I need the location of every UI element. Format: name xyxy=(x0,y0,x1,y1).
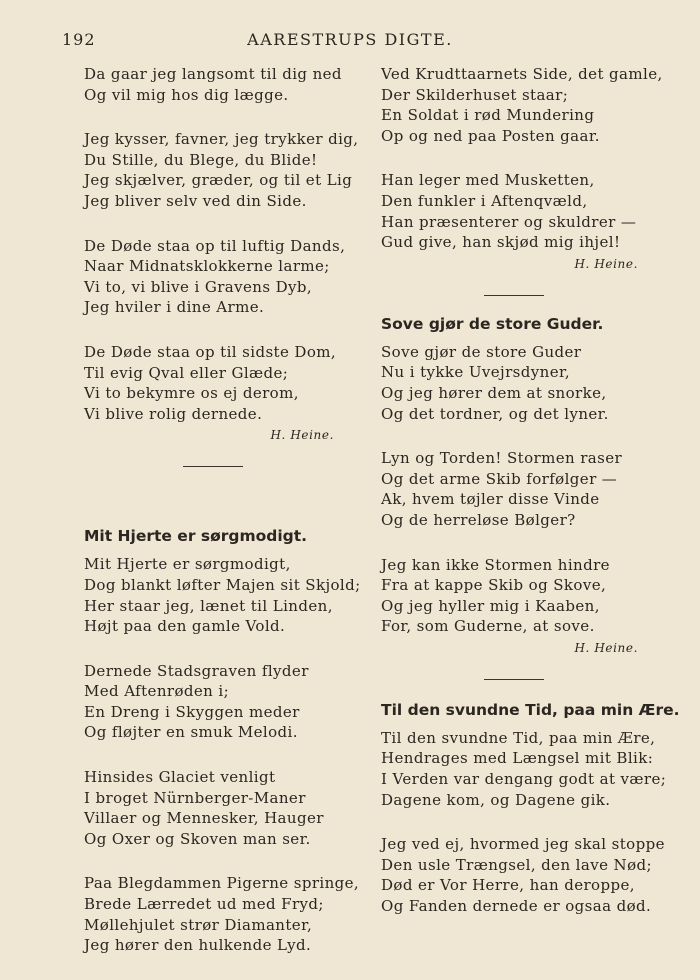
stanza xyxy=(84,873,360,955)
stanza xyxy=(84,661,342,743)
stanza xyxy=(84,129,359,211)
signature: H. Heine. xyxy=(574,640,638,655)
verse-line: Ak, hvem tøjler disse Vinde xyxy=(381,490,600,509)
verse-line: Jeg kan ikke Stormen hindre xyxy=(381,555,610,574)
stanza xyxy=(381,342,646,424)
left-column xyxy=(84,64,361,980)
verse-line: Og de herreløse Bølger? xyxy=(381,510,576,529)
verse-line: I Verden var dengang godt at være; xyxy=(381,770,667,789)
verse-line: Højt paa den gamle Vold. xyxy=(84,617,286,636)
poem-stanzas xyxy=(84,554,361,956)
verse-line: De Døde staa op til sidste Dom, xyxy=(84,342,337,361)
verse-line: Og Fanden dernede er ogsaa død. xyxy=(381,897,652,916)
verse-line: Hendrages med Længsel mit Blik: xyxy=(381,749,654,768)
verse-line: Jeg skjælver, græder, og til et Lig xyxy=(84,171,353,190)
verse-line: Da gaar jeg langsomt til dig ned xyxy=(84,65,342,83)
verse-line: Til den svundne Tid, paa min Ære, xyxy=(381,728,656,747)
verse-line: Til evig Qval eller Glæde; xyxy=(84,363,289,382)
verse-line: Han præsenterer og skuldrer — xyxy=(381,212,637,231)
verse-line: Jeg ved ej, hvormed jeg skal stoppe xyxy=(381,835,665,854)
verse-line: Den funkler i Aftenqvæld, xyxy=(381,191,588,210)
verse-line: Jeg hviler i dine Arme. xyxy=(84,298,265,317)
verse-line: Gud give, han skjød mig ihjel! xyxy=(381,233,621,252)
verse-line: Død er Vor Herre, han deroppe, xyxy=(381,876,635,895)
verse-line: Han leger med Musketten, xyxy=(381,171,595,190)
verse-line: Du Stille, du Blege, du Blide! xyxy=(84,150,318,169)
signature: H. Heine. xyxy=(270,428,334,443)
verse-line: Dagene kom, og Dagene gik. xyxy=(381,790,611,809)
stanza xyxy=(84,64,342,105)
verse-line: Jeg bliver selv ved din Side. xyxy=(84,191,307,210)
verse-line: Sove gjør de store Guder xyxy=(381,342,582,361)
stanza xyxy=(381,834,665,916)
section-divider xyxy=(484,295,544,296)
verse-line: Naar Midnatsklokkerne larme; xyxy=(84,257,330,276)
verse-line: Op og ned paa Posten gaar. xyxy=(381,126,600,145)
verse-line: Dernede Stadsgraven flyder xyxy=(84,661,309,680)
verse-line: Og det arme Skib forfølger — xyxy=(381,469,618,488)
stanza xyxy=(381,448,646,530)
verse-line: En Soldat i rød Mundering xyxy=(381,106,595,125)
stanza xyxy=(381,728,667,810)
signature: H. Heine. xyxy=(574,256,638,271)
section-divider xyxy=(484,679,544,680)
verse-line: Og Oxer og Skoven man ser. xyxy=(84,829,311,848)
verse-line: Vi blive rolig dernede. xyxy=(84,404,263,423)
verse-line: Brede Lærredet ud med Fryd; xyxy=(84,895,324,914)
verse-line: Og vil mig hos dig lægge. xyxy=(84,85,289,104)
verse-line: Vi to, vi blive i Gravens Dyb, xyxy=(84,277,313,296)
page-number: 192 xyxy=(62,30,96,49)
verse-line: Og jeg hører dem at snorke, xyxy=(381,383,607,402)
verse-line: Jeg kysser, favner, jeg trykker dig, xyxy=(84,130,359,149)
stanza xyxy=(381,64,663,146)
poem-stanzas xyxy=(381,64,663,253)
verse-line: Fra at kappe Skib og Skove, xyxy=(381,576,607,595)
verse-line: Villaer og Mennesker, Hauger xyxy=(84,809,324,828)
verse-line: Lyn og Torden! Stormen raser xyxy=(381,449,623,468)
verse-line: Der Skilderhuset staar; xyxy=(381,85,569,104)
stanza xyxy=(381,555,646,637)
verse-line: Dog blankt løfter Majen sit Skjold; xyxy=(84,575,361,594)
verse-line: Jeg hører den hulkende Lyd. xyxy=(84,936,312,955)
right-column xyxy=(381,64,680,941)
verse-line: Møllehjulet strør Diamanter, xyxy=(84,915,313,934)
verse-line: Hinsides Glaciet venligt xyxy=(84,768,276,787)
poem-title: Sove gjør de store Guder. xyxy=(381,314,604,333)
verse-line: De Døde staa op til luftig Dands, xyxy=(84,236,346,255)
verse-line: Paa Blegdammen Pigerne springe, xyxy=(84,874,360,893)
verse-line: Og det tordner, og det lyner. xyxy=(381,404,609,423)
verse-line: Ved Krudttaarnets Side, det gamle, xyxy=(381,65,663,83)
verse-line: Og fløjter en smuk Melodi. xyxy=(84,723,298,742)
verse-line: Nu i tykke Uvejrsdyner, xyxy=(381,363,571,382)
stanza xyxy=(84,767,342,849)
stanza xyxy=(84,554,361,636)
stanza xyxy=(381,170,646,252)
verse-line: Vi to bekymre os ej derom, xyxy=(84,384,299,403)
verse-line: Mit Hjerte er sørgmodigt, xyxy=(84,555,291,574)
poem-stanzas xyxy=(84,64,359,424)
verse-line: Den usle Trængsel, den lave Nød; xyxy=(381,855,652,874)
verse-line: Med Aftenrøden i; xyxy=(84,682,230,701)
poem-stanzas xyxy=(381,728,667,917)
verse-line: For, som Guderne, at sove. xyxy=(381,617,595,636)
running-title: AARESTRUPS DIGTE. xyxy=(247,30,453,49)
verse-line: I broget Nürnberger-Maner xyxy=(84,788,306,807)
stanza xyxy=(84,342,342,424)
poem-title: Mit Hjerte er sørgmodigt. xyxy=(84,527,308,546)
stanza xyxy=(84,236,346,318)
section-divider xyxy=(183,466,243,467)
verse-line: Her staar jeg, lænet til Linden, xyxy=(84,596,333,615)
poem-stanzas xyxy=(381,342,646,637)
page-header xyxy=(0,30,700,54)
verse-line: Og jeg hyller mig i Kaaben, xyxy=(381,596,600,615)
poem-title: Til den svundne Tid, paa min Ære. xyxy=(381,700,680,719)
verse-line: En Dreng i Skyggen meder xyxy=(84,702,300,721)
